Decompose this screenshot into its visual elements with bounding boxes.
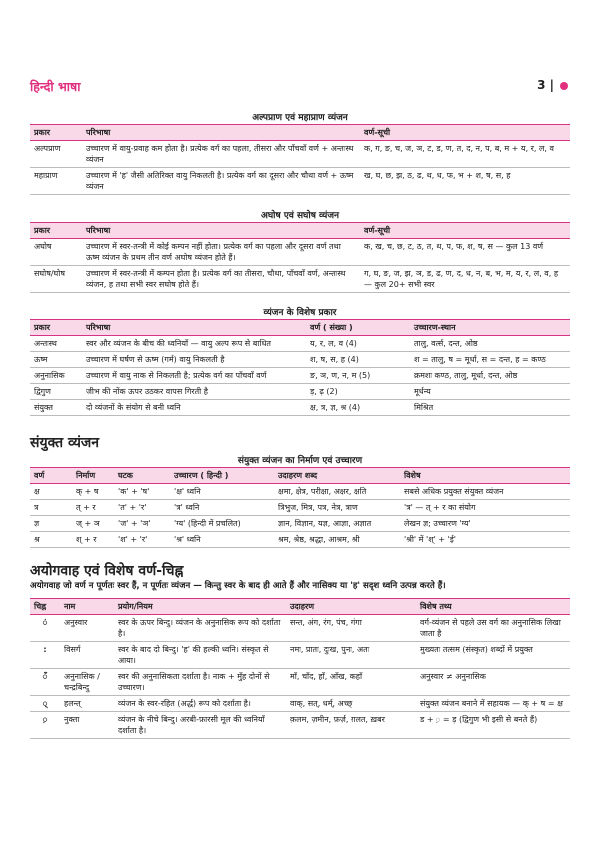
table-row: [30, 642, 570, 669]
table-cell: उच्चारण में स्वर-तन्त्री में कोई कम्पन नहीं होता। प्रत्येक वर्ग का पहला और दूसरा वर्ण तथा ऊष्म व्यंजन के प्रथम तीन वर्ण अघोष व्यंजन होते हैं।: [82, 239, 360, 266]
table-cell: 'ग्य' (हिन्दी में प्रचलित): [170, 516, 274, 532]
table-cell: मुख्यतः तत्सम (संस्कृत) शब्दों में प्रयुक्त: [416, 642, 570, 669]
sanyukt-vyanjan-table: [30, 467, 570, 548]
table-cell: स्वर और व्यंजन के बीच की ध्वनियाँ — वायु अल्प रूप से बाधित: [82, 336, 306, 352]
table-cell: ऊष्म: [30, 352, 82, 368]
table-cell: उच्चारण में वायु नाक से निकलती है; प्रत्येक वर्ग का पाँचवाँ वर्ण: [82, 368, 306, 384]
table-cell: श्रम, श्रेष्ठ, श्रद्धा, आश्रम, श्री: [274, 532, 400, 548]
table-cell: लेखन ज्ञ; उच्चारण 'ग्य': [400, 516, 570, 532]
table-cell: अनुनासिक: [30, 368, 82, 384]
table-cell: व्यंजन के नीचे बिन्दु। अरबी-फ़ारसी मूल की ध्वनियाँ दर्शाता है।: [114, 712, 286, 739]
table-cell: अनुनासिक /चन्द्रबिन्दु: [60, 669, 114, 696]
table-cell: उच्चारण में वायु-प्रवाह कम होता है। प्रत्येक वर्ग का पहला, तीसरा और पाँचवाँ वर्ण + अन्तःस्थ व्यंजन: [82, 141, 360, 168]
table-cell: ्: [30, 696, 60, 712]
table-cell: ज्ञ: [30, 516, 72, 532]
table-cell: ड़, ढ़ (2): [306, 384, 410, 400]
column-header: परिभाषा: [82, 125, 360, 141]
table-cell: महाप्राण: [30, 168, 82, 195]
table2-title: अघोष एवं सघोष व्यंजन: [260, 211, 340, 221]
column-header: प्रकार: [30, 320, 82, 336]
table-row: [30, 384, 570, 400]
alpprana-mahaprana-table: [30, 124, 570, 195]
table-cell: श् + र: [72, 532, 114, 548]
table-cell: 'त्र' ध्वनि: [170, 500, 274, 516]
table-cell: मूर्धन्य: [410, 384, 570, 400]
table-cell: स्वर के बाद दो बिन्दु। 'ह' की हल्की ध्वनि। संस्कृत से आया।: [114, 642, 286, 669]
table-cell: उच्चारण में 'ह' जैसी अतिरिक्त वायु निकलती है। प्रत्येक वर्ग का दूसरा और चौथा वर्ण + ऊष्म व्यंजन: [82, 168, 360, 195]
column-header: वर्ण-सूची: [360, 125, 570, 141]
table-cell: 'श' + 'र': [114, 532, 170, 548]
table-cell: श = तालु, ष = मूर्धा, स = दन्त, ह = कण्ठ: [410, 352, 570, 368]
table-header-row: [30, 125, 570, 141]
table-header-row: [30, 468, 570, 484]
section-heading-ayogvah: अयोगवाह एवं विशेष वर्ण-चिह्न: [30, 563, 184, 579]
table-cell: संयुक्त व्यंजन बनाने में सहायक — क् + ष = क्ष: [416, 696, 570, 712]
table-cell: नुक्ता: [60, 712, 114, 739]
table4-title: संयुक्त व्यंजन का निर्माण एवं उच्चारण: [237, 456, 363, 466]
column-header: प्रकार: [30, 223, 82, 239]
vyanjan-vishesh-table: [30, 319, 570, 416]
table-cell: वर्ग-व्यंजन से पहले उस वर्ग का अनुनासिक लिखा जाता है: [416, 615, 570, 642]
table-row: [30, 484, 570, 500]
table-row: [30, 532, 570, 548]
table3-title: व्यंजन के विशेष प्रकार: [263, 308, 337, 318]
table-row: [30, 368, 570, 384]
column-header: उच्चारण-स्थान: [410, 320, 570, 336]
column-header: प्रकार: [30, 125, 82, 141]
table-row: [30, 669, 570, 696]
pink-dot-icon: [560, 82, 568, 90]
table-cell: स्वर की अनुनासिकता दर्शाता है। नाक + मुँह दोनों से उच्चारण।: [114, 669, 286, 696]
column-header: परिभाषा: [82, 320, 306, 336]
column-header: परिभाषा: [82, 223, 360, 239]
table-cell: क्ष: [30, 484, 72, 500]
table-row: [30, 168, 570, 195]
table-cell: क़लम, ज़मीन, फ़र्ज़, ग़लत, ख़बर: [286, 712, 416, 739]
table-cell: संयुक्त: [30, 400, 82, 416]
table-cell: त्रिभुज, मित्र, पत्र, नेत्र, त्राण: [274, 500, 400, 516]
table-cell: हलन्त्: [60, 696, 114, 712]
section-heading-sanyukt: संयुक्त व्यंजन: [30, 435, 100, 451]
column-header: वर्ण: [30, 468, 72, 484]
aghosh-saghosh-table: [30, 222, 570, 293]
table-cell: अघोष: [30, 239, 82, 266]
table-row: [30, 615, 570, 642]
ayogvah-intro: अयोगवाह जो वर्ण न पूर्णतः स्वर हैं, न पूर्णतः व्यंजन — किन्तु स्वर के बाद ही आते हैं और नासिक्य या 'ह' सदृश ध्वनि उत्पन्न करते हैं।: [30, 581, 446, 591]
column-header: वर्ण-सूची: [360, 223, 570, 239]
page-header: [30, 74, 568, 98]
table-cell: क् + ष: [72, 484, 114, 500]
column-header: घटक: [114, 468, 170, 484]
table-header-row: [30, 320, 570, 336]
table-cell: य, र, ल, व (4): [306, 336, 410, 352]
table-cell: ग, घ, ङ, ज, झ, ञ, ड, ढ, ण, द, ध, न, ब, भ, म, य, र, ल, व, ह — कुल 20+ सभी स्वर: [360, 266, 570, 293]
table-cell: माँ, चाँद, हाँ, आँख, कहाँ: [286, 669, 416, 696]
table-cell: उच्चारण में स्वर-तन्त्री में कम्पन होता है। प्रत्येक वर्ग का तीसरा, चौथा, पाँचवाँ वर्ण, अन्तःस्थ व्यंजन, ह तथा सभी स्वर सघोष होते हैं।: [82, 266, 360, 293]
column-header: विशेष तथ्य: [416, 599, 570, 615]
table-cell: सन्त, अंग, रंग, पंच, गंगा: [286, 615, 416, 642]
page-title: हिन्दी भाषा: [30, 79, 81, 94]
table1-title: अल्पप्राण एवं महाप्राण व्यंजन: [252, 113, 348, 123]
table-row: [30, 400, 570, 416]
table-cell: अन्तःस्थ: [30, 336, 82, 352]
column-header: उच्चारण ( हिन्दी ): [170, 468, 274, 484]
table-row: [30, 352, 570, 368]
column-header: चिह्न: [30, 599, 60, 615]
table-cell: श्र: [30, 532, 72, 548]
table-cell: क्ष, त्र, ज्ञ, श्र (4): [306, 400, 410, 416]
table-cell: ज्ञान, विज्ञान, यज्ञ, आज्ञा, अज्ञात: [274, 516, 400, 532]
table-cell: ख, घ, छ, झ, ठ, ढ, थ, ध, फ, भ + श, ष, स, ह: [360, 168, 570, 195]
table-cell: व्यंजन के स्वर-रहित (अर्द्ध) रूप को दर्शाता है।: [114, 696, 286, 712]
column-header: उदाहरण: [286, 599, 416, 615]
table-cell: :: [30, 642, 60, 669]
table-cell: ़: [30, 712, 60, 739]
column-header: नाम: [60, 599, 114, 615]
table-cell: सबसे अधिक प्रयुक्त संयुक्त व्यंजन: [400, 484, 570, 500]
table-cell: अनुस्वार: [60, 615, 114, 642]
table-cell: त् + र: [72, 500, 114, 516]
table-cell: 'क्ष' ध्वनि: [170, 484, 274, 500]
table-cell: अल्पप्राण: [30, 141, 82, 168]
table-cell: ं: [30, 615, 60, 642]
table-cell: क्षमा, क्षेत्र, परीक्षा, अक्षर, क्षति: [274, 484, 400, 500]
table-cell: 'श्र' ध्वनि: [170, 532, 274, 548]
table-cell: 'त' + 'र': [114, 500, 170, 516]
table-cell: उच्चारण में घर्षण से ऊष्म (गर्म) वायु निकलती है: [82, 352, 306, 368]
column-header: उदाहरण शब्द: [274, 468, 400, 484]
table-header-row: [30, 599, 570, 615]
column-header: प्रयोग/नियम: [114, 599, 286, 615]
table-cell: ड + ़ = ड़ (द्विगुण भी इसी से बनते हैं): [416, 712, 570, 739]
table-cell: ँ: [30, 669, 60, 696]
table-cell: त्र: [30, 500, 72, 516]
table-row: [30, 712, 570, 739]
table-cell: 'त्र' — त् + र का संयोग: [400, 500, 570, 516]
table-cell: द्विगुण: [30, 384, 82, 400]
column-header: निर्माण: [72, 468, 114, 484]
table-cell: दो व्यंजनों के संयोग से बनी ध्वनि: [82, 400, 306, 416]
ayogvah-table: [30, 598, 570, 739]
table-row: [30, 141, 570, 168]
table-row: [30, 696, 570, 712]
table-cell: स्वर के ऊपर बिन्दु। व्यंजन के अनुनासिक रूप को दर्शाता है।: [114, 615, 286, 642]
table-cell: 'क' + 'ष': [114, 484, 170, 500]
table-cell: ज् + ञ: [72, 516, 114, 532]
table-cell: श, ष, स, ह (4): [306, 352, 410, 368]
table-header-row: [30, 223, 570, 239]
table-row: [30, 266, 570, 293]
table-cell: क, ख, च, छ, ट, ठ, त, थ, प, फ, श, ष, स — कुल 13 वर्ण: [360, 239, 570, 266]
table-cell: वाक्, सत्, धर्म्, अच्छ्: [286, 696, 416, 712]
table-row: [30, 500, 570, 516]
table-cell: 'श्री' में 'श्' + 'ई': [400, 532, 570, 548]
table-cell: मिश्रित: [410, 400, 570, 416]
page-number: 3 |: [537, 78, 554, 92]
table-cell: विसर्ग: [60, 642, 114, 669]
table-cell: क, ग, ङ, च, ज, ञ, ट, ड, ण, त, द, न, प, ब, म + य, र, ल, व: [360, 141, 570, 168]
table-row: [30, 336, 570, 352]
table-cell: जीभ की नोंक ऊपर उठकर वापस गिरती है: [82, 384, 306, 400]
table-cell: 'ज' + 'ञ': [114, 516, 170, 532]
table-cell: तालु, वर्त्स, दन्त, ओष्ठ: [410, 336, 570, 352]
table-cell: क्रमशः कण्ठ, तालु, मूर्धा, दन्त, ओष्ठ: [410, 368, 570, 384]
table-cell: सघोष/घोष: [30, 266, 82, 293]
table-cell: ङ, ञ, ण, न, म (5): [306, 368, 410, 384]
column-header: विशेष: [400, 468, 570, 484]
table-row: [30, 239, 570, 266]
column-header: वर्ण ( संख्या ): [306, 320, 410, 336]
table-cell: अनुस्वार ≠ अनुनासिक: [416, 669, 570, 696]
table-cell: नमः, प्रातः, दुःख, पुनः, अतः: [286, 642, 416, 669]
table-row: [30, 516, 570, 532]
